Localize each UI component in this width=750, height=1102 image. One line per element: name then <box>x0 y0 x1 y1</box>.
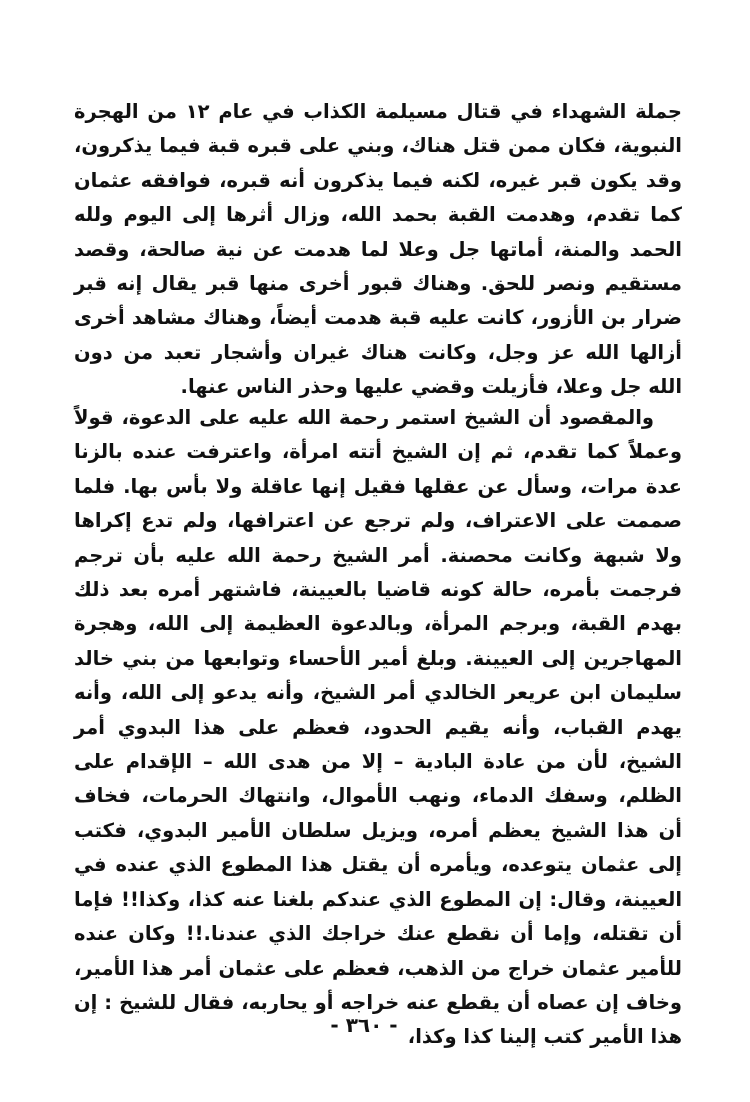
paragraph-1 <box>74 95 682 405</box>
paragraph-1-text: جملة الشهداء في قتال مسيلمة الكذاب في عام ١٢ من الهجرة النبوية، فكان ممن قتل هناك، وبني على قبره قبة فيما يذكرون، وقد يكون قبر غيره، لكنه فيما يذكرون أنه قبره، فوافقه عثمان كما تقدم، وهدمت القبة بحمد الله، وزال أثرها إلى اليوم ولله الحمد والمنة، أماتها جل وعلا لما هدمت عن نية صالحة، وقصد مستقيم ونصر للحق. وهناك قبور أخرى منها قبر يقال إنه قبر ضرار بن الأزور، كانت عليه قبة هدمت أيضاً، وهناك مشاهد أخرى أزالها الله عز وجل، وكانت هناك غيران وأشجار تعبد من دون الله جل وعلا، فأزيلت وقضي عليها وحذر الناس عنها. <box>74 100 682 399</box>
page-number: - ٣٦٠ - <box>330 1013 398 1037</box>
paragraph-2-text: والمقصود أن الشيخ استمر رحمة الله عليه على الدعوة، قولاً وعملاً كما تقدم، ثم إن الشيخ أتته امرأة، واعترفت عنده بالزنا عدة مرات، وسأل عن عقلها فقيل إنها عاقلة ولا بأس بها. فلما صممت على الاعتراف، ولم ترجع عن اعترافها، ولم تدع إكراها ولا شبهة وكانت محصنة. أمر الشيخ رحمة الله عليه بأن ترجم فرجمت بأمره، حالة كونه قاضيا بالعيينة، فاشتهر أمره بعد ذلك بهدم القبة، وبرجم المرأة، وبالدعوة العظيمة إلى الله، وهجرة المهاجرين إلى العيينة. وبلغ أمير الأحساء وتوابعها من بني خالد سليمان ابن عريعر الخالدي أمر الشيخ، وأنه يدعو إلى الله، وأنه يهدم القباب، وأنه يقيم الحدود، فعظم على هذا البدوي أمر الشيخ، لأن من عادة البادية – إلا من هدى الله – الإقدام على الظلم، وسفك الدماء، ونهب الأموال، وانتهاك الحرمات، فخاف أن هذا الشيخ يعظم أمره، ويزيل سلطان الأمير البدوي، فكتب إلى عثمان يتوعده، ويأمره أن يقتل هذا المطوع الذي عنده في العيينة، وقال: إن المطوع الذي عندكم بلغنا عنه كذا، وكذا!! فإما أن تقتله، وإما أن نقطع عنك خراجك الذي عندنا.!! وكان عنده للأمير عثمان خراج من الذهب، فعظم على عثمان أمر هذا الأمير، وخاف إن عصاه أن يقطع عنه خراجه أو يحاربه، فقال للشيخ : إن هذا الأمير كتب إلينا كذا وكذا، <box>74 406 682 1049</box>
paragraph-2 <box>74 401 682 1055</box>
